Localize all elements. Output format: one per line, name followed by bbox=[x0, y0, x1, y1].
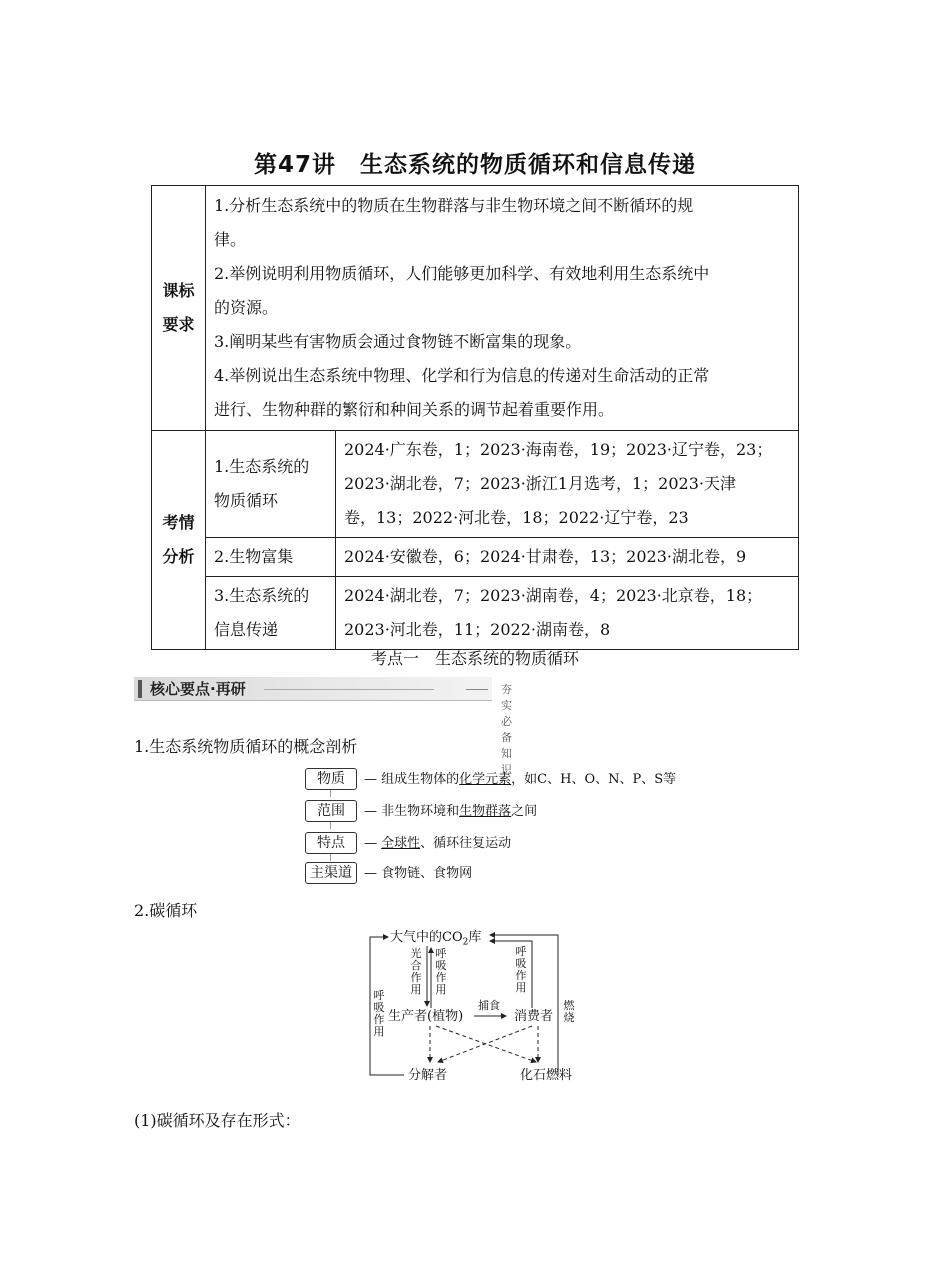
atmosphere-suffix: 库 bbox=[468, 930, 482, 945]
analysis-header-cell bbox=[152, 431, 206, 650]
analysis-topic-line: 2.生物富集 bbox=[214, 547, 294, 566]
req-item-line: 4.举例说出生态系统中物理、化学和行为信息的传递对生命活动的正常 bbox=[214, 366, 710, 385]
heading-concept: 1.生态系统物质循环的概念剖析 bbox=[134, 737, 358, 756]
analysis-topic-line: 信息传递 bbox=[214, 620, 279, 639]
analysis-exam-line: 2023·湖北卷，7；2023·浙江1月选考，1；2023·天津 bbox=[344, 474, 736, 493]
req-item-line: 进行、生物种群的繁衍和种间关系的调节起着重要作用。 bbox=[214, 400, 615, 419]
analysis-topic-line: 3.生态系统的 bbox=[214, 586, 310, 605]
req-header-line: 课标 bbox=[162, 281, 195, 300]
concept-connector bbox=[330, 853, 331, 861]
concept-keyword: 生物群落 bbox=[459, 804, 512, 819]
analysis-exam-line: 2024·广东卷，1；2023·海南卷，19；2023·辽宁卷，23； bbox=[344, 440, 773, 459]
atmosphere-subscript: 2 bbox=[462, 937, 469, 948]
concept-box-channel: 主渠道 bbox=[305, 862, 357, 884]
req-item-line: 3.阐明某些有害物质会通过食物链不断富集的现象。 bbox=[214, 332, 582, 351]
analysis-topic-cell bbox=[206, 538, 336, 577]
consumer-respiration-label: 呼吸作用 bbox=[515, 945, 527, 994]
analysis-exam-line: 卷，13；2022·河北卷，18；2022·辽宁卷，23 bbox=[344, 508, 689, 527]
concept-text-pre: 食物链、食物网 bbox=[381, 866, 473, 881]
table-row bbox=[152, 538, 799, 577]
table-row bbox=[152, 431, 799, 538]
concept-keyword: 全球性 bbox=[381, 836, 421, 851]
banner-stripe bbox=[264, 689, 434, 690]
producer-respiration-label: 呼吸作用 bbox=[435, 947, 447, 996]
decomposer-label: 分解者 bbox=[408, 1068, 448, 1083]
concept-connector bbox=[330, 821, 331, 829]
heading-carbon-cycle: 2.碳循环 bbox=[134, 901, 198, 920]
requirements-table bbox=[151, 185, 799, 650]
concept-box-material: 物质 bbox=[305, 768, 357, 790]
banner-subtitle: 夯实必备知识 bbox=[501, 683, 512, 776]
atmosphere-text: 大气中的CO bbox=[390, 930, 463, 945]
analysis-topic-line: 1.生态系统的 bbox=[214, 457, 310, 476]
analysis-exams-cell bbox=[336, 577, 799, 650]
concept-text-post: 、循环往复运动 bbox=[420, 836, 512, 851]
combustion-label: 燃烧 bbox=[563, 999, 575, 1024]
concept-text-post: 之间 bbox=[511, 804, 538, 819]
analysis-exam-line: 2024·安徽卷，6；2024·甘肃卷，13；2023·湖北卷，9 bbox=[344, 547, 747, 566]
concept-connector bbox=[330, 789, 331, 797]
decomposer-respiration-label: 呼吸作用 bbox=[373, 989, 385, 1038]
req-item-line: 1.分析生态系统中的物质在生物群落与非生物环境之间不断循环的规 bbox=[214, 196, 694, 215]
analysis-topic-cell bbox=[206, 431, 336, 538]
consumer-label: 消费者 bbox=[514, 1009, 554, 1024]
req-header-line: 要求 bbox=[162, 315, 195, 334]
req-item-line: 的资源。 bbox=[214, 298, 279, 317]
concept-diagram bbox=[300, 766, 680, 886]
analysis-exams-cell bbox=[336, 538, 799, 577]
concept-box-feature: 特点 bbox=[305, 832, 357, 854]
req-item-line: 2.举例说明利用物质循环，人们能够更加科学、有效地利用生态系统中 bbox=[214, 264, 710, 283]
section-title: 考点一 生态系统的物质循环 bbox=[370, 649, 579, 668]
producer-label: 生产者(植物) bbox=[388, 1009, 464, 1024]
page-title: 第47讲 生态系统的物质循环和信息传递 bbox=[253, 152, 696, 178]
concept-box-scope: 范围 bbox=[305, 800, 357, 822]
analysis-topic-cell bbox=[206, 577, 336, 650]
analysis-header-line: 考情 bbox=[162, 513, 195, 532]
banner-bar bbox=[138, 680, 142, 698]
concept-text-scope: — 非生物环境和生物群落之间 bbox=[364, 804, 538, 819]
photosynthesis-label: 光合作用 bbox=[410, 947, 422, 996]
banner-subtitle-line bbox=[466, 689, 488, 690]
concept-text-feature: — 全球性、循环往复运动 bbox=[364, 836, 512, 851]
req-item-line: 律。 bbox=[214, 230, 247, 249]
carbon-cycle-diagram bbox=[360, 922, 590, 1092]
concept-text-post: ，如C、H、O、N、P、S等 bbox=[511, 772, 677, 787]
analysis-exams-cell bbox=[336, 431, 799, 538]
analysis-exam-line: 2023·河北卷，11；2022·湖南卷，8 bbox=[344, 620, 611, 639]
analysis-exam-line: 2024·湖北卷，7；2023·湖南卷，4；2023·北京卷，18； bbox=[344, 586, 763, 605]
banner-title: 核心要点·再研 bbox=[150, 680, 246, 698]
concept-text-pre: 非生物环境和 bbox=[381, 804, 460, 819]
fossil-fuel-label: 化石燃料 bbox=[520, 1068, 573, 1083]
heading-carbon-forms: (1)碳循环及存在形式： bbox=[134, 1111, 301, 1130]
concept-text-material: — 组成生物体的化学元素，如C、H、O、N、P、S等 bbox=[364, 772, 677, 787]
concept-keyword: 化学元素 bbox=[459, 772, 512, 787]
predation-label: 捕食 bbox=[478, 999, 500, 1012]
concept-text-pre: 组成生物体的 bbox=[381, 772, 460, 787]
analysis-topic-line: 物质循环 bbox=[214, 491, 279, 510]
req-items-cell bbox=[206, 186, 799, 431]
analysis-header-line: 分析 bbox=[162, 547, 195, 566]
table-row bbox=[152, 577, 799, 650]
table-row bbox=[152, 186, 799, 431]
req-header-cell bbox=[152, 186, 206, 431]
concept-text-channel: — 食物链、食物网 bbox=[364, 866, 473, 881]
